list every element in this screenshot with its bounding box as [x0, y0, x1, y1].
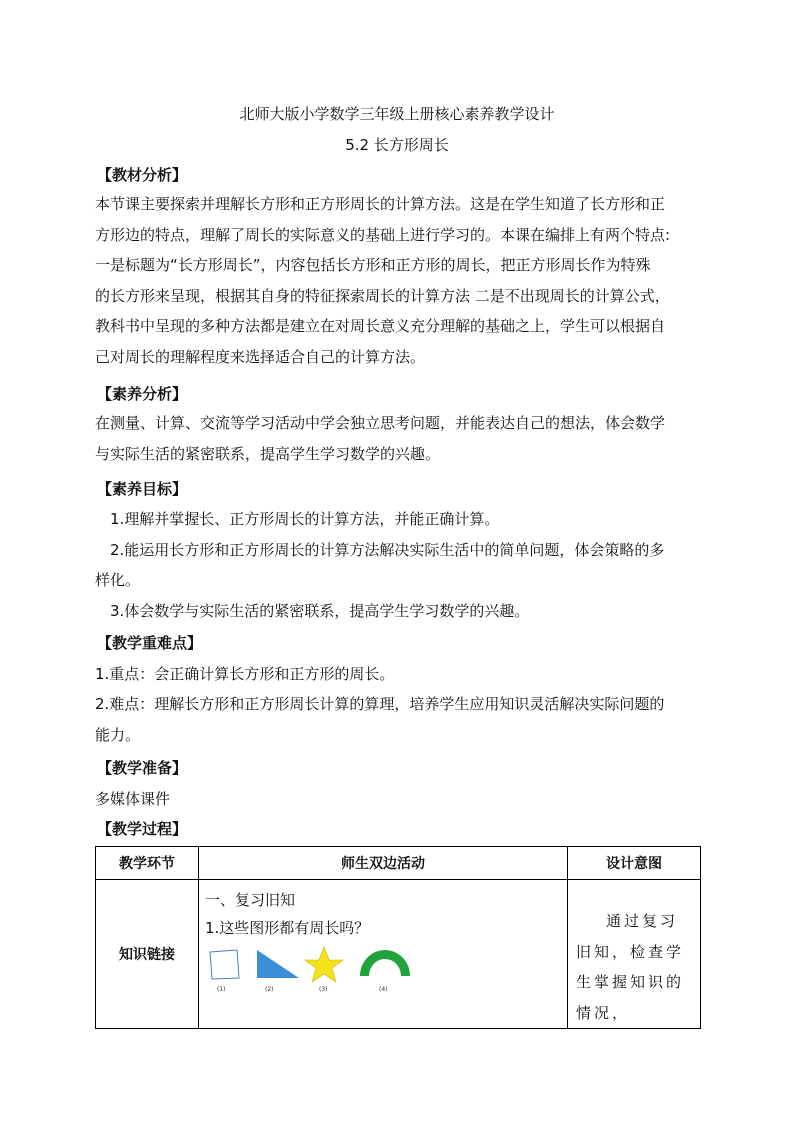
literacy-goals-heading: 【素养目标】: [97, 480, 188, 498]
intent-cell: [568, 880, 701, 1029]
goal-item-2: 2.能运用长方形和正方形周长的计算方法解决实际生活中的简单问题，体会策略的多: [110, 541, 665, 559]
process-table: [95, 846, 701, 1029]
goal-item-1: 1.理解并掌握长、正方形周长的计算方法，并能正确计算。: [110, 510, 500, 528]
document-title: 北师大版小学数学三年级上册核心素养教学设计: [239, 105, 555, 123]
shape-label: (1): [217, 986, 226, 993]
process-heading: 【教学过程】: [97, 820, 188, 838]
activity-title: 一、复习旧知: [205, 891, 296, 909]
preparation-text: 多媒体课件: [95, 790, 171, 808]
shape-figures: [205, 946, 561, 996]
key-point-2-cont: 能力。: [95, 726, 141, 744]
activity-question: 1.这些图形都有周长吗？: [205, 919, 370, 937]
key-points-heading: 【教学重难点】: [97, 634, 203, 652]
table-row: [96, 880, 701, 1029]
literacy-analysis-heading: 【素养分析】: [97, 385, 188, 403]
stage-cell: 知识链接: [96, 880, 199, 1029]
activity-cell: [199, 880, 568, 1029]
textbook-analysis-line: 本节课主要探索并理解长方形和正方形周长的计算方法。这是在学生知道了长方形和正: [95, 195, 666, 213]
shape-label: (3): [319, 986, 328, 993]
key-point-2: 2.难点：理解长方形和正方形周长计算的算理，培养学生应用知识灵活解决实际问题的: [95, 695, 665, 713]
right-triangle-icon: [255, 948, 301, 982]
lesson-title: 5.2 长方形周长: [345, 136, 449, 154]
header-activity: 师生双边活动: [199, 847, 568, 880]
star-icon: [304, 946, 344, 984]
literacy-analysis-line: 在测量、计算、交流等学习活动中学会独立思考问题，并能表达自己的想法，体会数学: [95, 414, 666, 432]
quadrilateral-icon: [207, 948, 241, 982]
goal-item-3: 3.体会数学与实际生活的紧密联系，提高学生学习数学的兴趣。: [110, 602, 530, 620]
key-point-1: 1.重点：会正确计算长方形和正方形的周长。: [95, 665, 395, 683]
literacy-analysis-body: [95, 408, 703, 469]
header-stage: 教学环节: [96, 847, 199, 880]
intent-text: 通过复习旧知，检查学生掌握知识的情况，: [576, 912, 685, 1022]
textbook-analysis-line: 方形边的特点，理解了周长的实际意义的基础上进行学习的。本课在编排上有两个特点:: [95, 225, 671, 244]
textbook-analysis-line: 一是标题为“长方形周长”，内容包括长方形和正方形的周长，把正方形周长作为特殊: [95, 256, 651, 274]
shape-label: (4): [379, 986, 388, 993]
table-header-row: [96, 847, 701, 880]
textbook-analysis-line: 的长方形来呈现，根据其自身的特征探索周长的计算方法 二是不出现周长的计算公式，: [95, 286, 670, 305]
arch-icon: [357, 946, 413, 980]
literacy-analysis-line: 与实际生活的紧密联系，提高学生学习数学的兴趣。: [95, 444, 441, 463]
header-intent: 设计意图: [568, 847, 701, 880]
goal-item-2-cont: 样化。: [95, 571, 141, 589]
textbook-analysis-heading: 【教材分析】: [97, 166, 188, 184]
shape-label: (2): [265, 986, 274, 993]
textbook-analysis-line: 教科书中呈现的多种方法都是建立在对周长意义充分理解的基础之上，学生可以根据自: [95, 317, 666, 335]
preparation-heading: 【教学准备】: [97, 759, 188, 777]
textbook-analysis-line: 己对周长的理解程度来选择适合自己的计算方法。: [95, 347, 426, 366]
textbook-analysis-body: [95, 189, 703, 372]
